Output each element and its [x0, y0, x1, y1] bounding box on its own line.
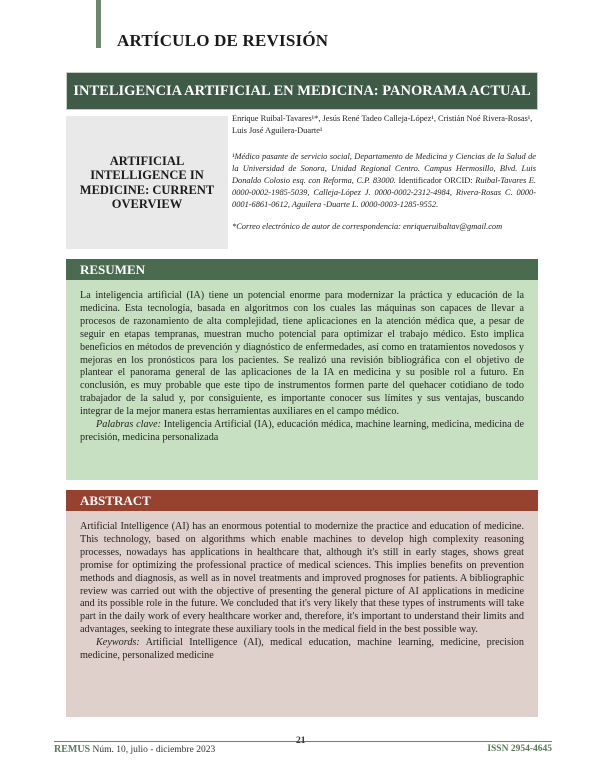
abstract-keywords-label: Keywords: — [96, 637, 140, 649]
abstract-keywords — [80, 637, 524, 663]
abstract-heading: ABSTRACT — [66, 490, 538, 511]
english-title: ARTIFICIAL INTELLIGENCE IN MEDICINE: CURRENT OVERVIEW — [79, 153, 215, 211]
section-accent-bar — [96, 0, 101, 48]
orcid-text: Ruibal-Tavares E. 0000-0002-1985-5039, Calleja-López J. 0000-0002-2312-4984, Rivera-Rosas C. 0000-0001-6861-0612, Aguilera -Duarte L. 0000-0003-1285-9552. — [232, 176, 536, 209]
abstract-body: Artificial Intelligence (AI) has an enormous potential to modernize the practice and education of medicine. This technology, based on algorithms which enable machines to develop high complexity reasoning processes, nowadays has applications in healthcare that, although it's still in early stages, shows great promise for optimizing the professional practice of medical sciences. This implies benefits on prevention methods and diagnosis, as well as in novel treatments and improved prognoses for patients. A bibliographic review was carried out with the objective of presenting the general picture of AI applications in medicine and its possible role in the future. We concluded that it's very likely that these types of instruments will take part in the daily work of every healthcare worker and, therefore, it's important to understand their limits and advantages, seeking to integrate these auxiliary tools in the medical field in the best possible way. — [80, 521, 524, 636]
resumen-heading: RESUMEN — [66, 259, 538, 280]
abstract-section — [66, 511, 538, 717]
journal-issue: Núm. 10, julio - diciembre 2023 — [92, 745, 216, 755]
issn: ISSN 2954-4645 — [487, 744, 552, 754]
article-title: INTELIGENCIA ARTIFICIAL EN MEDICINA: PANORAMA ACTUAL — [66, 72, 538, 110]
author-names: Enrique Ruibal-Tavares¹*, Jesús René Tadeo Calleja-López¹, Cristián Noé Rivera-Rosas¹, Luis José Aguilera-Duarte¹ — [232, 114, 533, 135]
orcid-label: Identificador ORCID: — [398, 176, 473, 185]
author-affiliation — [232, 151, 536, 211]
corresponding-email: *Correo electrónico de autor de correspondencia: enriqueruibaltav@gmail.com — [232, 222, 503, 231]
affiliation-text: ¹Médico pasante de servicio social, Departamento de Medicina y Ciencias de la Salud de la Universidad de Sonora, Unidad Regional Centro. Campus Hermosillo, Blvd. Luis Donaldo Colosio esq. con Reforma, C.P. 83000. — [232, 152, 536, 185]
english-title-box — [66, 116, 228, 249]
section-label: ARTÍCULO DE REVISIÓN — [117, 31, 329, 50]
page-number: 21 — [296, 736, 306, 746]
resumen-keywords — [80, 419, 524, 445]
journal-brand: REMUS — [54, 744, 91, 755]
footer-journal — [54, 744, 215, 755]
resumen-section — [66, 280, 538, 480]
authors-block — [232, 113, 536, 233]
abstract-keywords-text: Artificial Intelligence (AI), medical education, machine learning, medicine, precision medicine, personalized medicine — [80, 637, 524, 662]
resumen-keywords-text: Inteligencia Artificial (IA), educación médica, machine learning, medicina, medicina de precisión, medicina personalizada — [80, 419, 525, 443]
resumen-body: La inteligencia artificial (IA) tiene un potencial enorme para modernizar la práctica y educación de la medicina. Esta tecnología, basada en algoritmos con los cuales las máquinas son capaces de llevar a procesos de razonamiento de alta complejidad, tiene aplicaciones en la atención médica que, a pesar de seguir en etapas tempranas, muestran mucho potencial para optimizar el trabajo médico. Esto implica beneficios en métodos de prevención y diagnóstico de enfermedades, así como en tratamientos novedosos y mejoras en los pronósticos para los pacientes. Se realizó una revisión bibliográfica con el objetivo de plantear el panorama general de las aplicaciones de la IA en medicina y su posible rol a futuro. En conclusión, es muy probable que este tipo de instrumentos formen parte del quehacer cotidiano de todo trabajador de la salud y, por consiguiente, es importante conocer sus límites y sus ventajas, buscando integrar de la mejor manera estas herramientas auxiliares en el campo médico. — [80, 290, 524, 418]
resumen-keywords-label: Palabras clave: — [96, 419, 161, 431]
